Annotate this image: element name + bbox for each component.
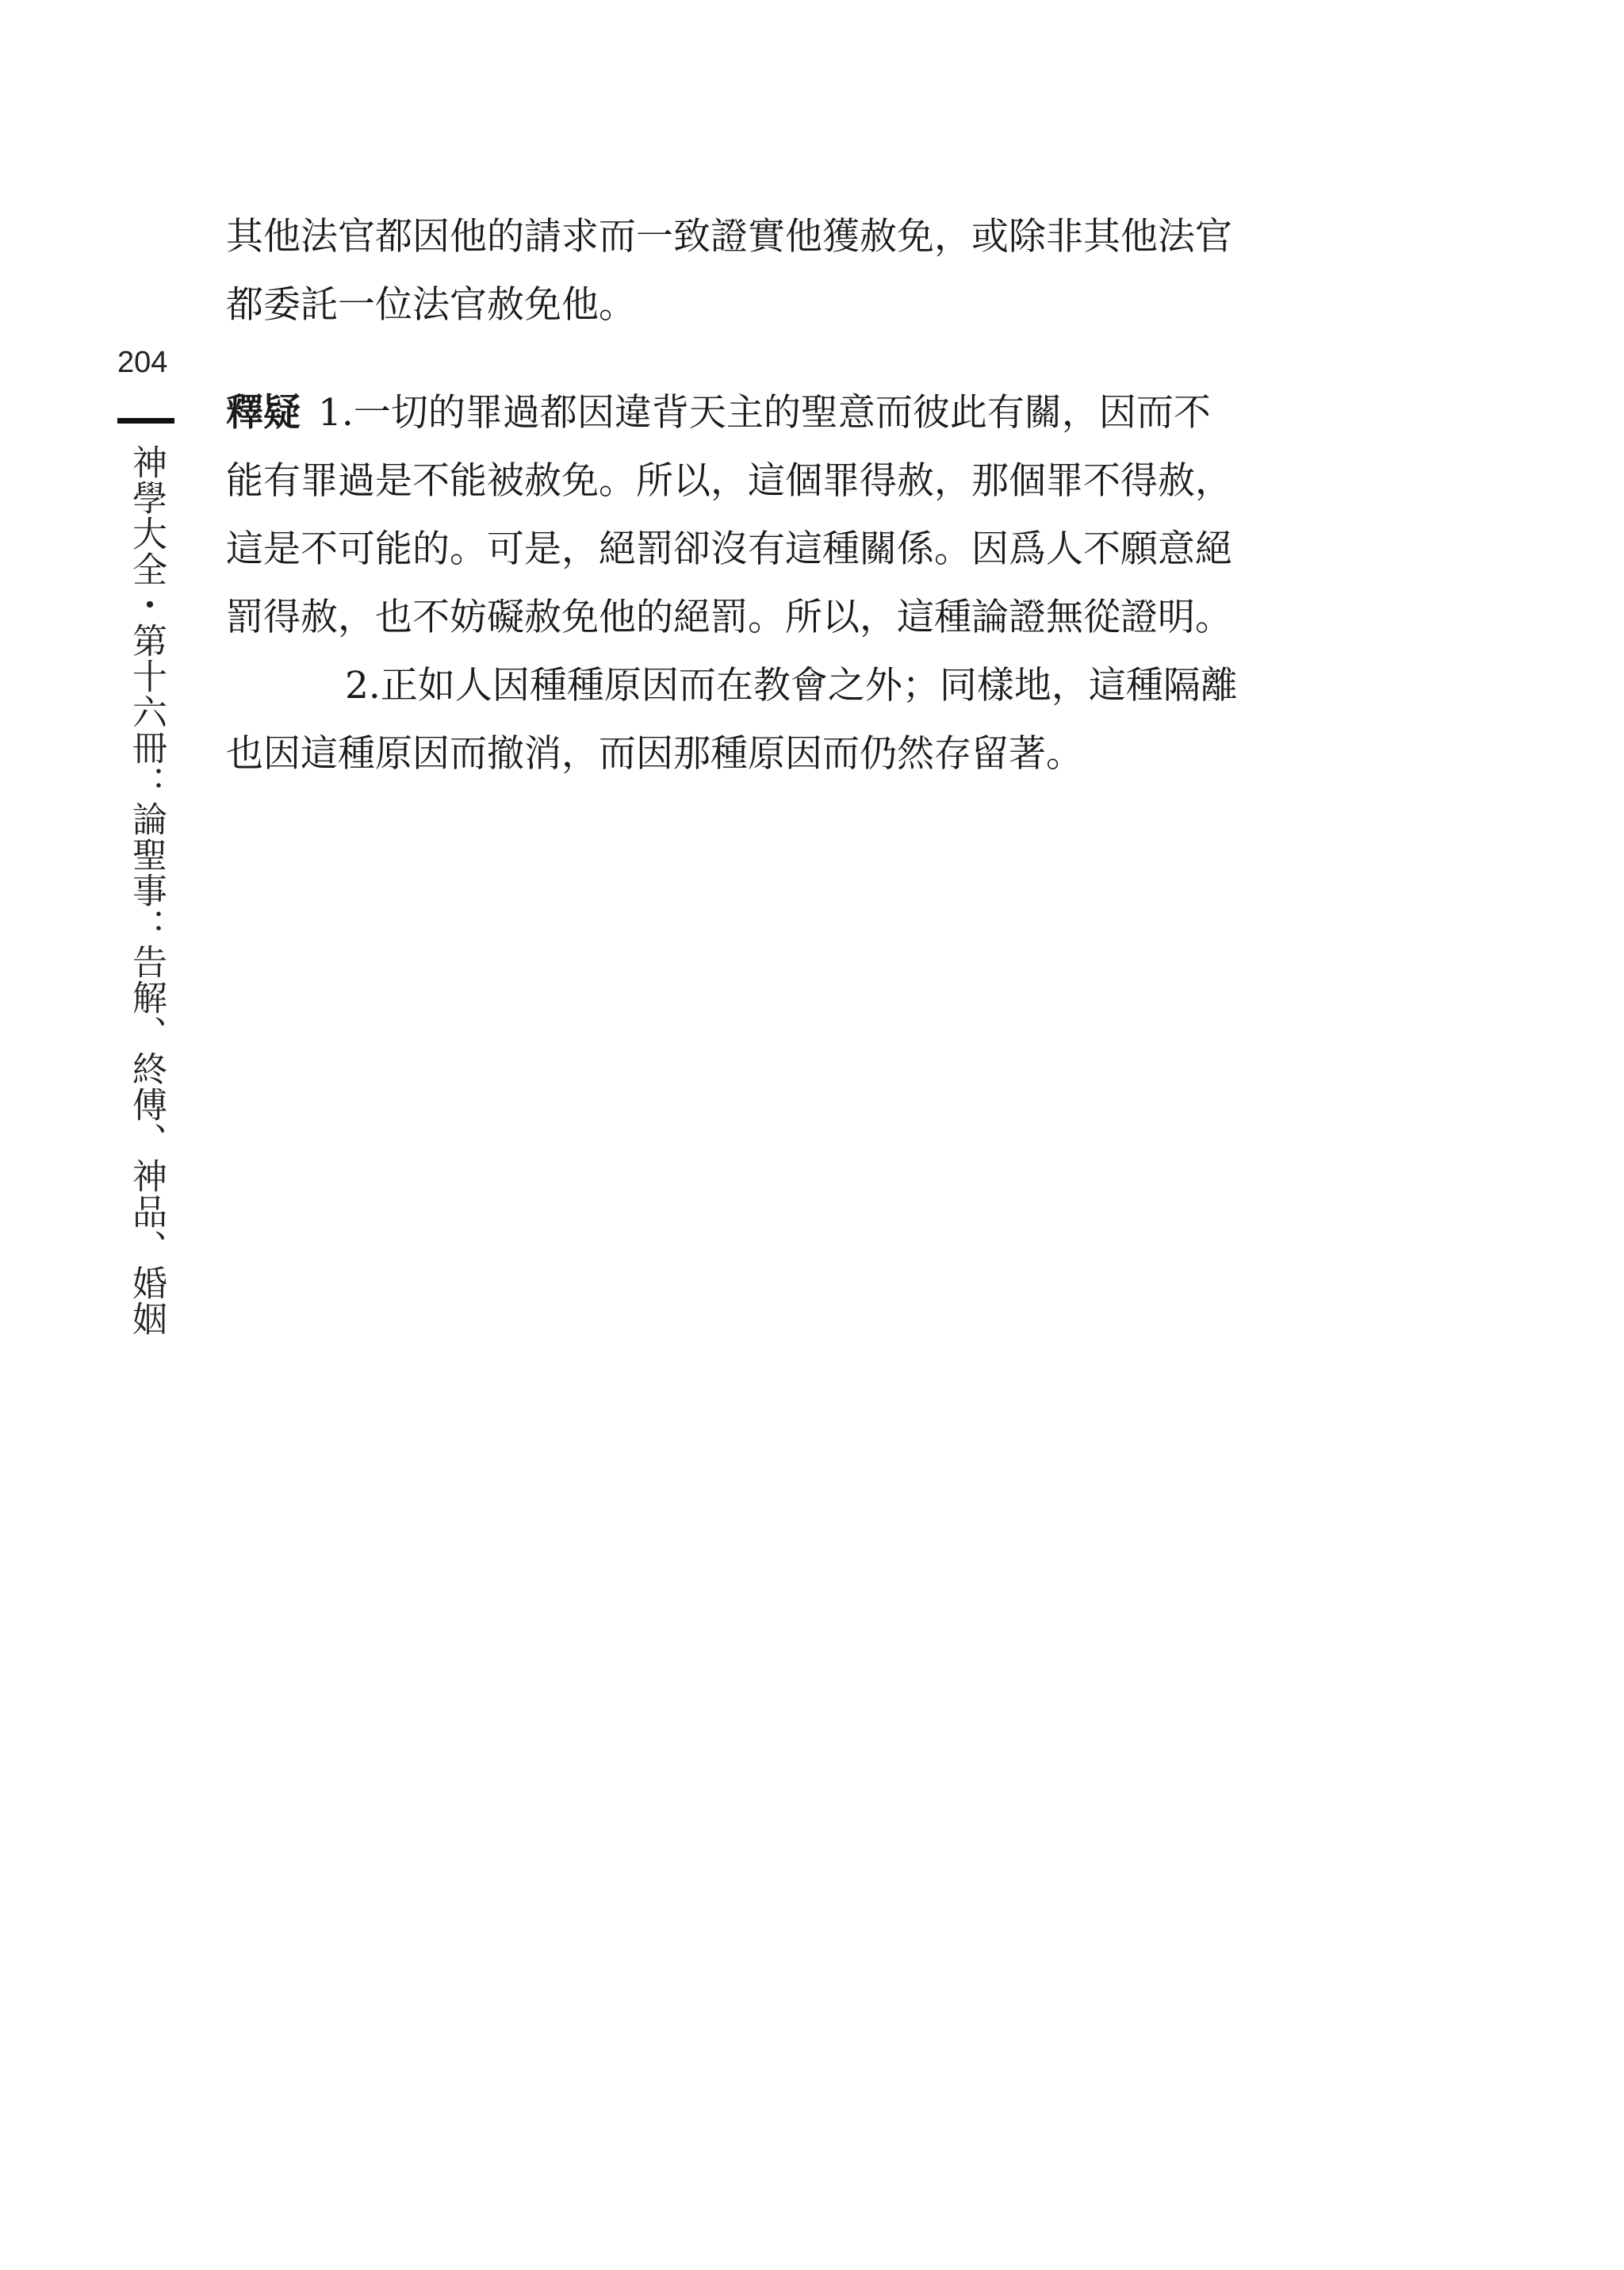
page-number: 204 — [117, 346, 168, 379]
running-head: 神學大全・第十六冊：論聖事：告解、終傅、神品、婚姻 — [126, 444, 167, 1336]
text-line: 這是不可能的。可是，絕罰卻沒有這種關係。因爲人不願意絕 — [226, 527, 1232, 571]
reply-paragraph-start — [226, 379, 1360, 447]
text-line: 罰得赦，也不妨礙赦免他的絕罰。所以，這種論證無從證明。 — [226, 596, 1232, 639]
text-line: 能有罪過是不能被赦免。所以，這個罪得赦，那個罪不得赦， — [226, 459, 1232, 503]
margin-rule — [117, 418, 174, 424]
text-line: 2.正如人因種種原因而在教會之外；同樣地，這種隔離 — [345, 664, 1238, 707]
paragraph-gap — [226, 339, 1360, 379]
text-line: 也因這種原因而撤消，而因那種原因而仍然存留著。 — [226, 732, 1083, 776]
text-line: 都委託一位法官赦免他。 — [226, 283, 636, 327]
body-text — [226, 203, 1360, 788]
reply-term: 釋疑 — [226, 391, 301, 435]
text-line: 1.一切的罪過都因違背天主的聖意而彼此有關，因而不 — [318, 391, 1211, 435]
text-line: 其他法官都因他的請求而一致證實他獲赦免，或除非其他法官 — [226, 215, 1232, 259]
